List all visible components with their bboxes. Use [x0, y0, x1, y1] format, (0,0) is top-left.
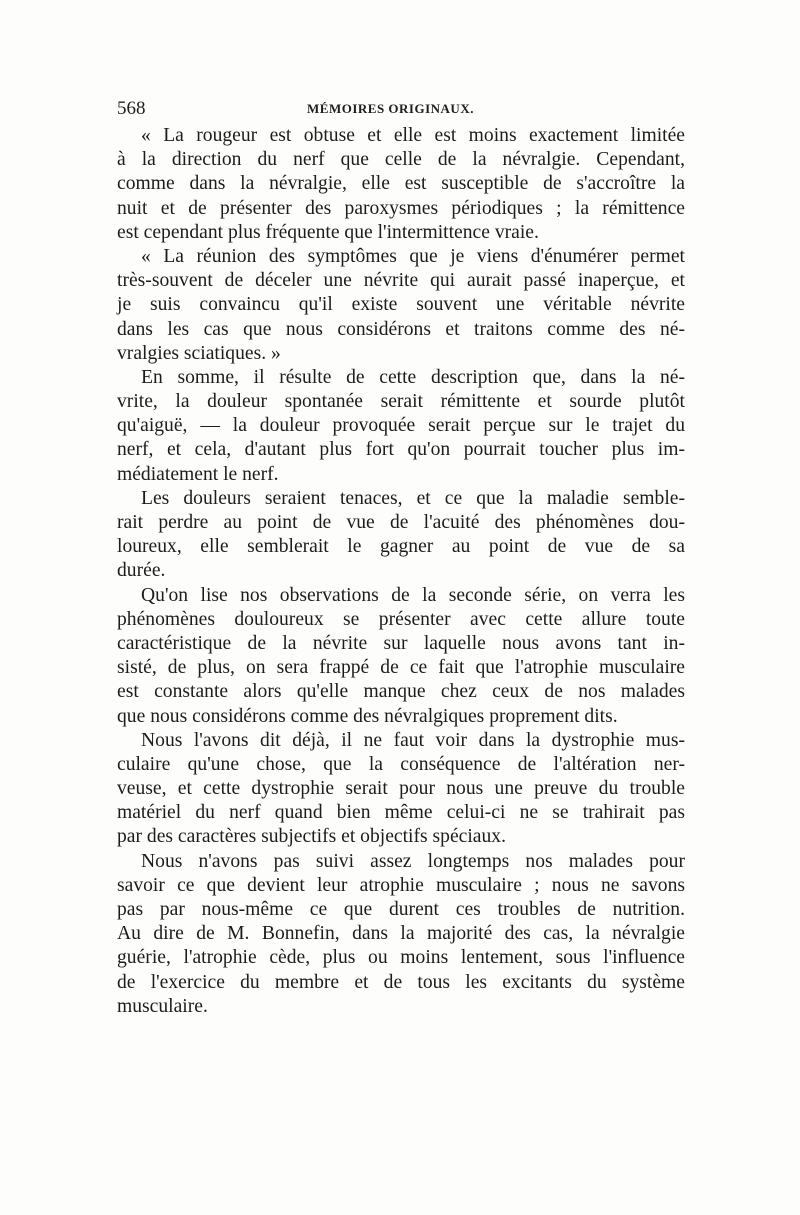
paragraph-3: [117, 366, 685, 487]
text-line: nerf, et cela, d'autant plus fort qu'on pourrait toucher plus im-: [117, 439, 685, 461]
text-line: nuit et de présenter des paroxysmes périodiques ; la rémittence: [117, 197, 685, 219]
text-line: vralgies sciatiques. »: [117, 342, 281, 364]
text-line: est cependant plus fréquente que l'intermittence vraie.: [117, 221, 539, 243]
text-line: est constante alors qu'elle manque chez ceux de nos malades: [117, 681, 685, 703]
paragraph-7: [117, 850, 685, 1019]
text-line: que nous considérons comme des névralgiques proprement dits.: [117, 705, 618, 727]
text-line: Au dire de M. Bonnefin, dans la majorité des cas, la névralgie: [117, 923, 685, 945]
text-line: En somme, il résulte de cette description que, dans la né-: [141, 366, 685, 388]
body-text: [117, 124, 685, 1019]
paragraph-1: [117, 124, 685, 245]
text-line: veuse, et cette dystrophie serait pour nous une preuve du trouble: [117, 778, 685, 800]
paragraph-4: [117, 487, 685, 584]
text-line: très-souvent de déceler une névrite qui aurait passé inaperçue, et: [117, 270, 685, 292]
text-line: culaire qu'une chose, que la conséquence de l'altération ner-: [117, 753, 685, 775]
text-line: musculaire.: [117, 995, 208, 1017]
running-title: MÉMOIRES ORIGINAUX.: [307, 101, 474, 116]
text-line: par des caractères subjectifs et objectifs spéciaux.: [117, 826, 506, 848]
text-line: Les douleurs seraient tenaces, et ce que la maladie semble-: [141, 487, 685, 509]
text-line: « La rougeur est obtuse et elle est moins exactement limitée: [141, 125, 685, 146]
text-line: phénomènes douloureux se présenter avec cette allure toute: [117, 608, 685, 630]
text-line: vrite, la douleur spontanée serait rémittente et sourde plutôt: [117, 391, 685, 413]
paragraph-6: [117, 729, 685, 850]
text-line: guérie, l'atrophie cède, plus ou moins lentement, sous l'influence: [117, 947, 685, 969]
text-line: sisté, de plus, on sera frappé de ce fait que l'atrophie musculaire: [117, 657, 685, 679]
page-number: 568: [117, 98, 146, 119]
text-line: rait perdre au point de vue de l'acuité des phénomènes dou-: [117, 512, 685, 533]
text-line: Nous n'avons pas suivi assez longtemps nos malades pour: [141, 850, 685, 872]
text-line: Qu'on lise nos observations de la seconde série, on verra les: [141, 584, 685, 606]
paragraph-2: [117, 245, 685, 366]
text-line: je suis convaincu qu'il existe souvent une véritable névrite: [117, 294, 685, 316]
paragraph-5: [117, 584, 685, 729]
text-line: « La réunion des symptômes que je viens d'énumérer permet: [141, 245, 685, 267]
page-header: [117, 98, 685, 122]
text-line: loureux, elle semblerait le gagner au point de vue de sa: [117, 536, 685, 558]
text-line: pas par nous-même ce que durent ces troubles de nutrition.: [117, 899, 685, 920]
text-line: de l'exercice du membre et de tous les excitants du système: [117, 971, 685, 993]
text-line: caractéristique de la névrite sur laquelle nous avons tant in-: [117, 632, 685, 654]
text-line: matériel du nerf quand bien même celui-ci ne se trahirait pas: [117, 802, 685, 824]
text-line: qu'aiguë, — la douleur provoquée serait perçue sur le trajet du: [117, 415, 685, 437]
text-line: médiatement le nerf.: [117, 463, 279, 485]
text-line: Nous l'avons dit déjà, il ne faut voir dans la dystrophie mus-: [141, 729, 685, 751]
text-line: comme dans la névralgie, elle est susceptible de s'accroître la: [117, 173, 685, 195]
text-line: durée.: [117, 560, 166, 582]
text-line: à la direction du nerf que celle de la névralgie. Cependant,: [117, 149, 685, 171]
text-line: savoir ce que devient leur atrophie musculaire ; nous ne savons: [117, 874, 685, 896]
text-line: dans les cas que nous considérons et traitons comme des né-: [117, 318, 685, 340]
